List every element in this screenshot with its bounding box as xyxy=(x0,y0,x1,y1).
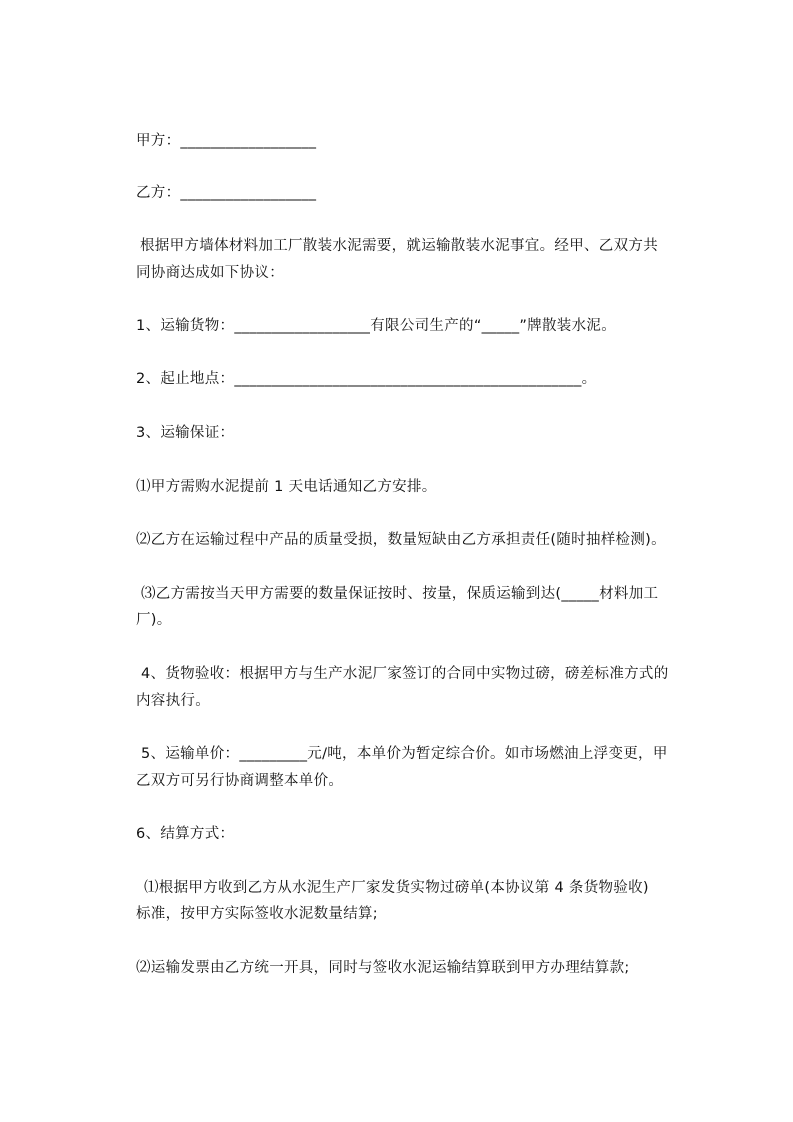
clause-6-item-1-line-2: 标准，按甲方实际签收水泥数量结算; xyxy=(136,906,378,922)
clause-5-line-1: 5、运输单价：_________元/吨，本单价为暂定综合价。如市场燃油上浮变更，甲 xyxy=(141,746,668,762)
party-a-line: 甲方：__________________ xyxy=(136,133,317,149)
clause-3-item-1: ⑴甲方需购水泥提前 1 天电话通知乙方安排。 xyxy=(136,479,437,495)
clause-6: 6、结算方式： xyxy=(136,826,235,842)
intro-paragraph-line-1: 根据甲方墙体材料加工厂散装水泥需要，就运输散装水泥事宜。经甲、乙双方共 xyxy=(140,238,658,254)
intro-paragraph-line-2: 同协商达成如下协议： xyxy=(136,265,284,281)
party-b-line: 乙方：__________________ xyxy=(136,185,317,201)
clause-5-line-2: 乙双方可另行协商调整本单价。 xyxy=(136,773,344,789)
clause-6-item-1-line-1: ⑴根据甲方收到乙方从水泥生产厂家发货实物过磅单(本协议第 4 条货物验收) xyxy=(144,880,649,896)
clause-3-item-3-line-2: 厂)。 xyxy=(136,612,172,628)
clause-4-line-2: 内容执行。 xyxy=(136,693,210,709)
clause-2: 2、起止地点：______________________________________________。 xyxy=(136,371,597,387)
clause-3-item-2: ⑵乙方在运输过程中产品的质量受损，数量短缺由乙方承担责任(随时抽样检测)。 xyxy=(136,532,666,548)
clause-3: 3、运输保证： xyxy=(136,425,235,441)
clause-3-item-3-line-1: ⑶乙方需按当天甲方需要的数量保证按时、按量，保质运输到达(_____材料加工 xyxy=(141,586,659,602)
clause-6-item-2: ⑵运输发票由乙方统一开具，同时与签收水泥运输结算联到甲方办理结算款; xyxy=(136,960,630,976)
clause-1: 1、运输货物：__________________有限公司生产的“_____”牌散装水泥。 xyxy=(136,318,616,334)
clause-4-line-1: 4、货物验收：根据甲方与生产水泥厂家签订的合同中实物过磅，磅差标准方式的 xyxy=(141,666,669,682)
